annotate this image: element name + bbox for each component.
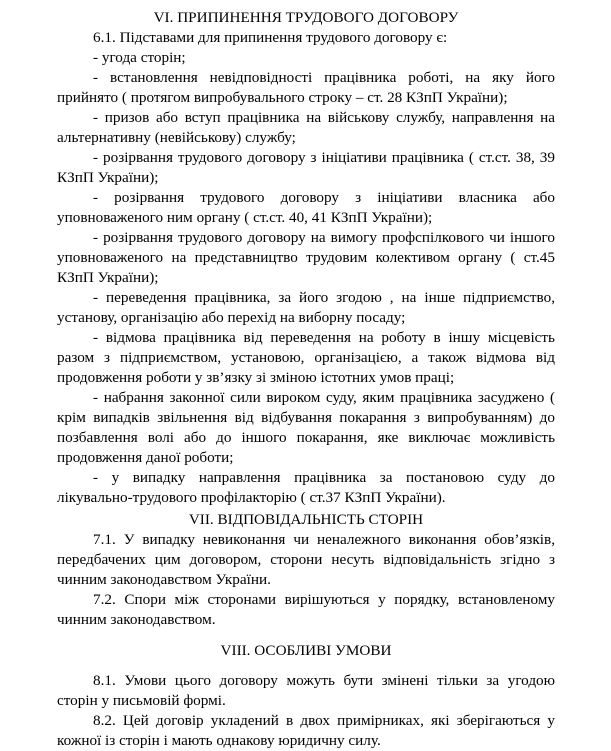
- spacer: [57, 661, 555, 671]
- clause-8-2: 8.2. Цей договір укладений в двох примірниках, які зберігаються у кожної із сторін і мають однакову юридичну силу.: [57, 712, 555, 749]
- list-item: - відмова працівника від переведення на роботу в іншу місцевість разом з підприємством, установою, організацією, а також відмова від продовження роботи у зв’язку зі зміною істотних умов праці;: [57, 329, 555, 386]
- list-item: - призов або вступ працівника на військову службу, направлення на альтернативну (невійськову) службу;: [57, 109, 555, 146]
- section-6-heading: VI. ПРИПИНЕННЯ ТРУДОВОГО ДОГОВОРУ: [153, 9, 459, 26]
- clause-7-1: 7.1. У випадку невиконання чи неналежного виконання обов’язків, передбачених цим договором, сторони несуть відповідальність згідно з чинним законодавством України.: [57, 531, 555, 588]
- section-7-heading: VII. ВІДПОВІДАЛЬНІСТЬ СТОРІН: [188, 511, 424, 528]
- clause-7-2: 7.2. Спори між сторонами вирішуються у порядку, встановленому чинним законодавством.: [57, 591, 555, 628]
- section-8-heading: VIII. ОСОБЛИВІ УМОВИ: [220, 642, 392, 659]
- list-item: - угода сторін;: [93, 49, 186, 66]
- list-item: - встановлення невідповідності працівника роботі, на яку його прийнято ( протягом випробувального строку – ст. 28 КЗпП України);: [57, 69, 555, 106]
- list-item: - переведення працівника, за його згодою , на інше підприємство, установу, організацію або перехід на виборну посаду;: [57, 289, 555, 326]
- document-page: [57, 8, 555, 751]
- list-item: - набрання законної сили вироком суду, яким працівника засуджено ( крім випадків звільнення від відбування покарання з випробуванням) до позбавлення волі або до іншого покарання, яке виключає можливість продовження даної роботи;: [57, 389, 555, 466]
- clause-6-1: 6.1. Підставами для припинення трудового договору є:: [93, 29, 448, 46]
- clause-8-1: 8.1. Умови цього договору можуть бути змінені тільки за угодою сторін у письмовій формі.: [57, 672, 555, 709]
- list-item: - розірвання трудового договору на вимогу профспілкового чи іншого уповноваженого на представництво трудовим колективом органу ( ст.45 КЗпП України);: [57, 229, 555, 286]
- list-item: - у випадку направлення працівника за постановою суду до лікувально-трудового профілакторію ( ст.37 КЗпП України).: [57, 469, 555, 506]
- list-item: - розірвання трудового договору з ініціативи власника або уповноваженого ним органу ( ст.ст. 40, 41 КЗпП України);: [57, 189, 555, 226]
- list-item: - розірвання трудового договору з ініціативи працівника ( ст.ст. 38, 39 КЗпП України);: [57, 149, 555, 186]
